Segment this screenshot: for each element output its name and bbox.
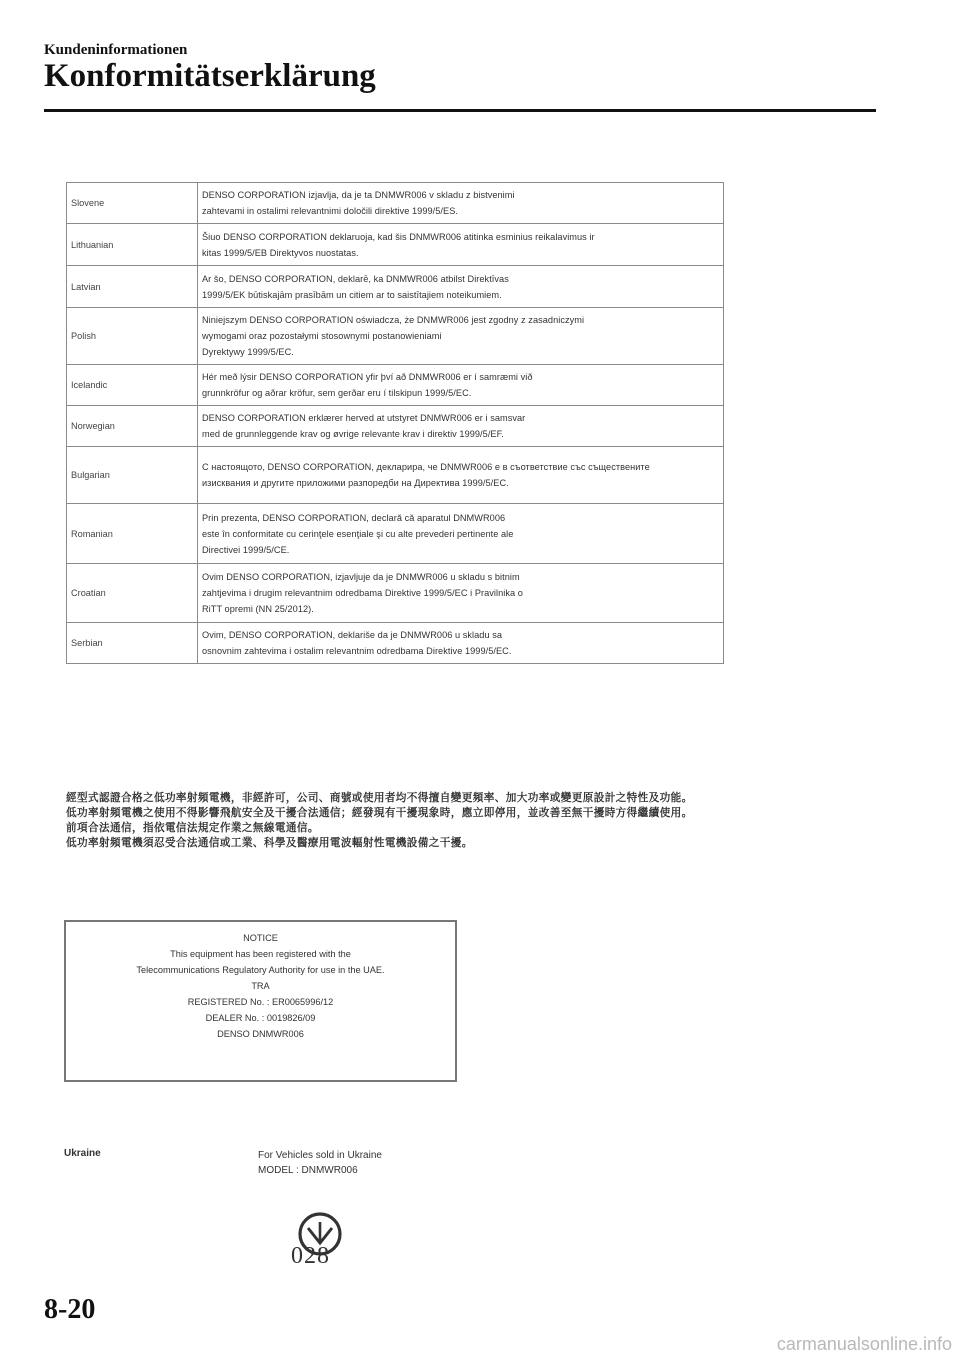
declaration-text <box>198 623 724 664</box>
ukraine-model-text: MODEL : DNMWR006 <box>258 1165 358 1176</box>
declaration-text-line: Hér með lýsir DENSO CORPORATION yfir því að DNMWR006 er í samræmi við <box>202 372 533 382</box>
notice-line: REGISTERED No. : ER0065996/12 <box>187 997 334 1007</box>
declaration-text-line: Ovim, DENSO CORPORATION, deklariše da je DNMWR006 u skladu sa <box>202 630 503 640</box>
declaration-text-line: kitas 1999/5/EB Direktyvos nuostatas. <box>202 247 359 258</box>
declaration-text <box>198 504 724 564</box>
ukraine-label: Ukraine <box>64 1148 101 1159</box>
declaration-text-line: zahtevami in ostalimi relevantnimi določili direktive 1999/5/ES. <box>202 206 458 216</box>
declaration-text-line: Prin prezenta, DENSO CORPORATION, declară că aparatul DNMWR006 <box>202 512 506 523</box>
declaration-text <box>198 308 724 365</box>
declaration-text <box>198 224 724 266</box>
declaration-row <box>67 623 724 664</box>
declaration-text-line: Ovim DENSO CORPORATION, izjavljuje da je DNMWR006 u skladu s bitnim <box>202 572 520 582</box>
declaration-text-line: RiTT opremi (NN 25/2012). <box>202 604 314 614</box>
declaration-text-line: DENSO CORPORATION erklærer herved at utstyret DNMWR006 er i samsvar <box>202 413 526 423</box>
declaration-text-line: Ar šo, DENSO CORPORATION, deklarē, ka DNMWR006 atbilst Direktīvas <box>202 273 509 284</box>
declaration-text-line: DENSO CORPORATION izjavlja, da je ta DNMWR006 v skladu z bistvenimi <box>202 190 515 200</box>
page-title: Konformitätserklärung <box>44 58 376 94</box>
declaration-text-line: grunnkröfur og aðrar kröfur, sem gerðar eru í tilskipun 1999/5/EC. <box>202 388 472 398</box>
declaration-row <box>67 183 724 224</box>
declaration-text-line: Dyrektywy 1999/5/EC. <box>202 347 294 357</box>
declaration-row <box>67 224 724 266</box>
declaration-row <box>67 266 724 308</box>
watermark: carmanualsonline.info <box>776 1334 952 1354</box>
declaration-language: Latvian <box>67 266 198 308</box>
declaration-language: Croatian <box>67 564 198 623</box>
notice-line: Telecommunications Regulatory Authority for use in the UAE. <box>136 965 385 975</box>
declaration-row <box>67 504 724 564</box>
title-divider <box>44 109 876 112</box>
declaration-text-line: wymogami oraz pozostałymi stosownymi postanowieniami <box>202 331 442 341</box>
declaration-row <box>67 308 724 365</box>
chinese-notice-line: 低功率射頻電機須忍受合法通信或工業、科學及醫療用電波輻射性電機設備之干擾。 <box>66 837 473 849</box>
declaration-row <box>67 406 724 447</box>
declaration-language: Romanian <box>67 504 198 564</box>
notice-line: This equipment has been registered with the <box>170 949 351 959</box>
declaration-text-line: Niniejszym DENSO CORPORATION oświadcza, że DNMWR006 jest zgodny z zasadniczymi <box>202 315 585 325</box>
declaration-language: Icelandic <box>67 365 198 406</box>
chinese-notice-line: 經型式認證合格之低功率射頻電機，非經許可，公司、商號或使用者均不得擅自變更頻率、加大功率或變更原設計之特性及功能。 <box>66 792 693 804</box>
notice-line: DENSO DNMWR006 <box>217 1029 304 1039</box>
declaration-text <box>198 266 724 308</box>
declaration-text-line: zahtjevima i drugim relevantnim odredbama Direktive 1999/5/EC i Pravilnika o <box>202 588 523 598</box>
declaration-language: Polish <box>67 308 198 365</box>
chinese-notice <box>66 791 886 851</box>
ukraine-vehicles-text: For Vehicles sold in Ukraine <box>258 1150 382 1161</box>
declaration-row <box>67 564 724 623</box>
uae-notice-box <box>64 920 457 1082</box>
declaration-text-line: изисквания и другите приложими разпоредби на Директива 1999/5/ЕС. <box>202 478 509 488</box>
declaration-language: Norwegian <box>67 406 198 447</box>
declaration-row <box>67 365 724 406</box>
chinese-notice-line: 前項合法通信，指依電信法規定作業之無線電通信。 <box>66 822 319 834</box>
declaration-text-line: osnovnim zahtevima i ostalim relevantnim odredbama Direktive 1999/5/EC. <box>202 646 512 656</box>
declaration-text-line: С настоящото, DENSO CORPORATION, декларира, че DNMWR006 е в съответствие със съществените <box>202 462 650 472</box>
declaration-language: Bulgarian <box>67 447 198 504</box>
declaration-text <box>198 365 724 406</box>
notice-heading: NOTICE <box>243 933 278 943</box>
declaration-text <box>198 447 724 504</box>
notice-line: DEALER No. : 0019826/09 <box>205 1013 316 1023</box>
declaration-row <box>67 447 724 504</box>
declaration-text <box>198 183 724 224</box>
declaration-table <box>66 182 724 664</box>
declaration-text <box>198 406 724 447</box>
declaration-language: Serbian <box>67 623 198 664</box>
ukraine-mark-code: 028 <box>291 1243 330 1269</box>
declaration-text-line: este în conformitate cu cerinţele esenţiale şi cu alte prevederi pertinente ale <box>202 528 514 539</box>
section-label: Kundeninformationen <box>44 42 188 58</box>
declaration-language: Slovene <box>67 183 198 224</box>
chinese-notice-line: 低功率射頻電機之使用不得影響飛航安全及干擾合法通信；經發現有干擾現象時，應立即停用，並改善至無干擾時方得繼續使用。 <box>66 807 693 819</box>
declaration-text-line: Šiuo DENSO CORPORATION deklaruoja, kad šis DNMWR006 atitinka esminius reikalavimus ir <box>202 231 595 242</box>
declaration-text-line: 1999/5/EK būtiskajām prasībām un citiem ar to saistītajiem noteikumiem. <box>202 289 502 300</box>
page-number: 8-20 <box>44 1294 96 1325</box>
declaration-text <box>198 564 724 623</box>
notice-line: TRA <box>251 981 270 991</box>
declaration-language: Lithuanian <box>67 224 198 266</box>
declaration-text-line: med de grunnleggende krav og øvrige relevante krav i direktiv 1999/5/EF. <box>202 429 504 439</box>
declaration-text-line: Directivei 1999/5/CE. <box>202 544 290 555</box>
